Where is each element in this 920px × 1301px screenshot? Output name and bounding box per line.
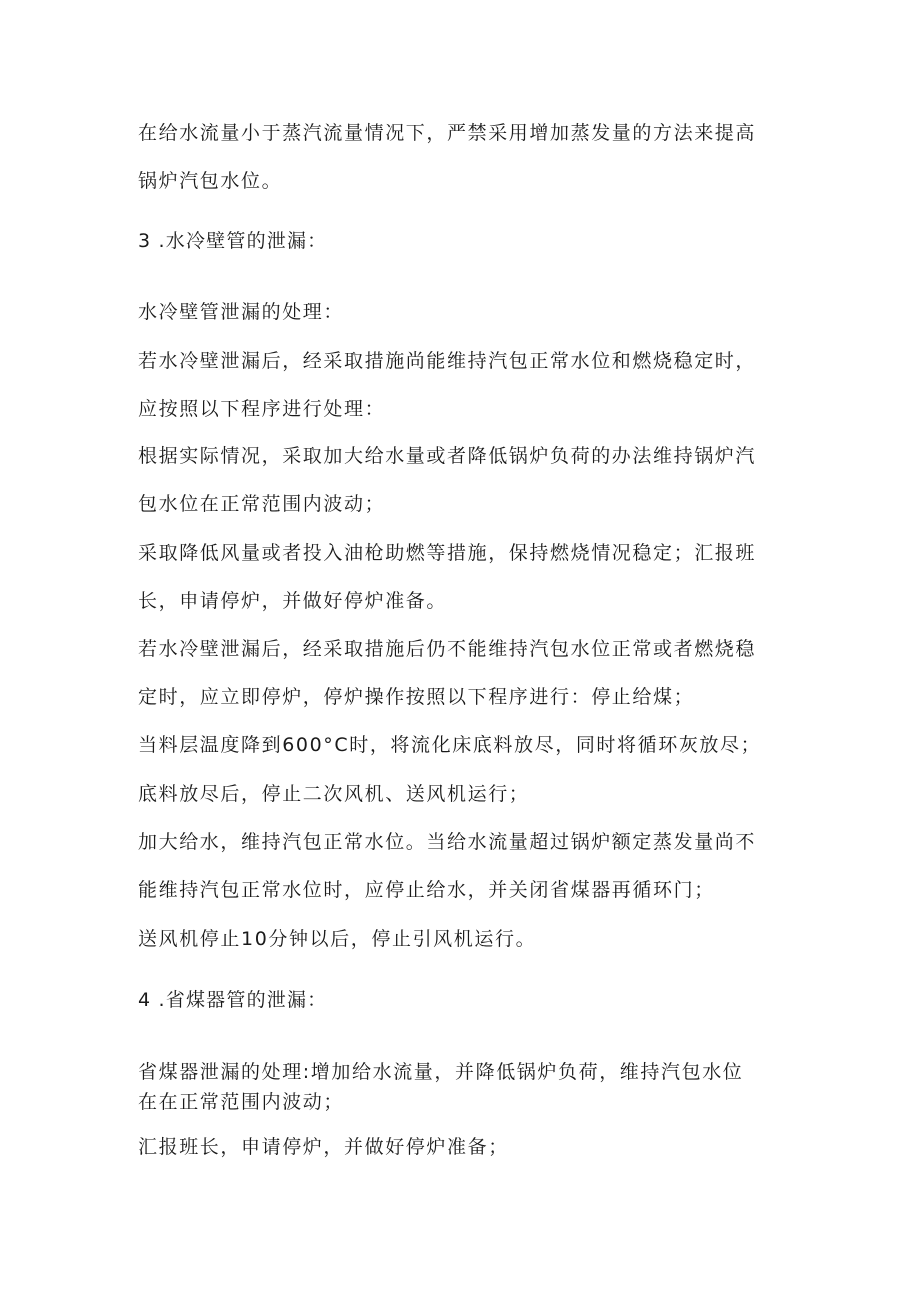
section-heading-4: 4 .省煤器管的泄漏：	[138, 989, 328, 1011]
paragraph-line: 定时，应立即停炉，停炉操作按照以下程序进行：停止给煤；	[138, 686, 695, 708]
paragraph-line: 汇报班长，申请停炉，并做好停炉准备；	[138, 1136, 509, 1158]
paragraph-line: 当料层温度降到600°C时，将流化床底料放尽，同时将循环灰放尽；	[138, 734, 762, 756]
paragraph-line: 长，申请停炉，并做好停炉准备。	[138, 590, 448, 612]
paragraph-line: 加大给水，维持汽包正常水位。当给水流量超过锅炉额定蒸发量尚不	[138, 831, 757, 853]
paragraph-line: 包水位在正常范围内波动；	[138, 493, 386, 515]
paragraph-line: 水冷壁管泄漏的处理：	[138, 301, 345, 323]
paragraph-line: 若水冷壁泄漏后，经采取措施后仍不能维持汽包水位正常或者燃烧稳	[138, 638, 757, 660]
paragraph-line: 在给水流量小于蒸汽流量情况下，严禁采用增加蒸发量的方法来提高	[138, 122, 757, 144]
paragraph-line: 省煤器泄漏的处理:增加给水流量，并降低锅炉负荷，维持汽包水位	[138, 1061, 744, 1083]
paragraph-line: 在在正常范围内波动；	[138, 1091, 345, 1113]
paragraph-line: 根据实际情况，采取加大给水量或者降低锅炉负荷的办法维持锅炉汽	[138, 445, 757, 467]
paragraph-line: 应按照以下程序进行处理：	[138, 398, 386, 420]
paragraph-line: 送风机停止10分钟以后，停止引风机运行。	[138, 928, 537, 950]
section-heading-3: 3 .水冷壁管的泄漏：	[138, 230, 328, 252]
paragraph-line: 采取降低风量或者投入油枪助燃等措施，保持燃烧情况稳定；汇报班	[138, 542, 757, 564]
paragraph-line: 底料放尽后，停止二次风机、送风机运行；	[138, 783, 530, 805]
paragraph-line: 能维持汽包正常水位时，应停止给水，并关闭省煤器再循环门；	[138, 879, 715, 901]
paragraph-line: 锅炉汽包水位。	[138, 170, 283, 192]
paragraph-line: 若水冷壁泄漏后，经采取措施尚能维持汽包正常水位和燃烧稳定时，	[138, 350, 757, 372]
